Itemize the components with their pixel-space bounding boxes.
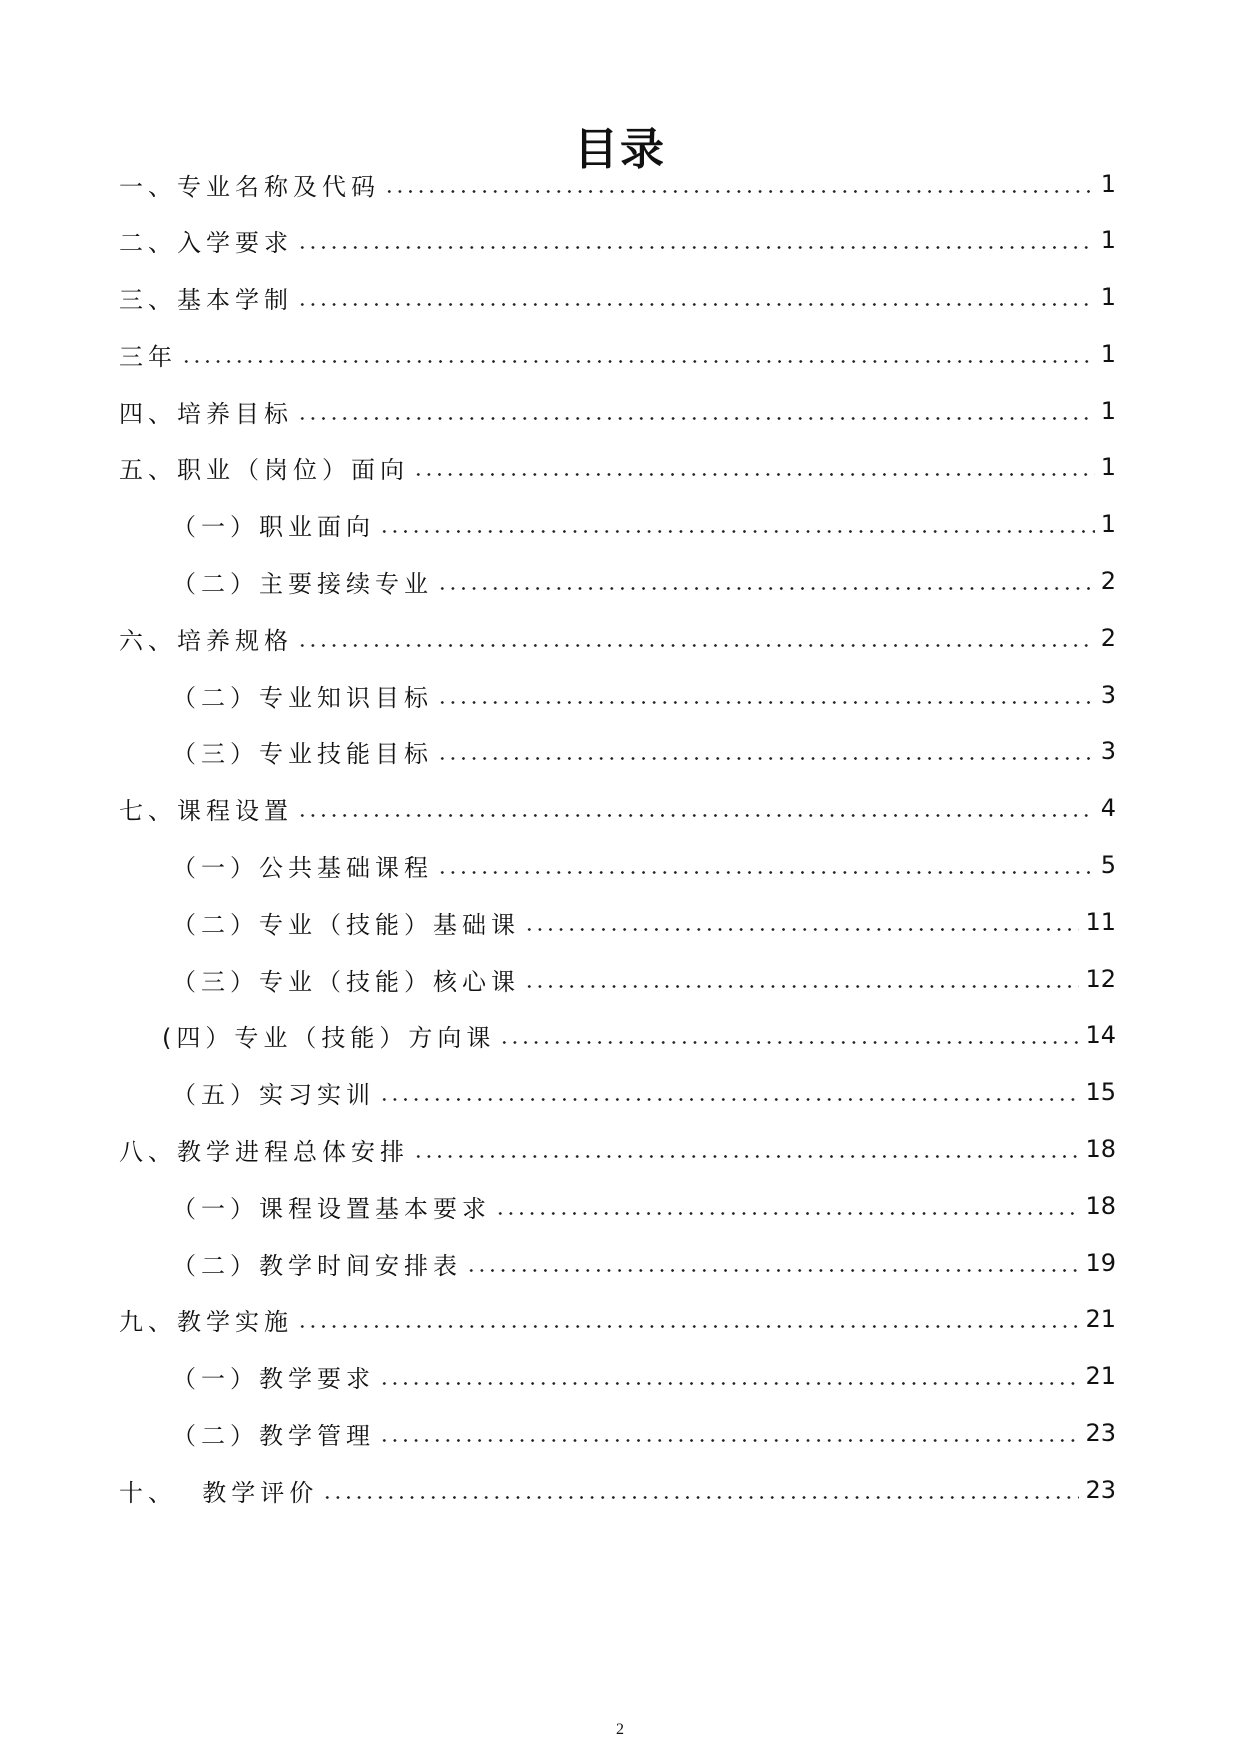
dot-leader	[297, 814, 1095, 817]
toc-entry-label: 三、基本学制	[119, 285, 293, 314]
toc-entry-page: 1	[1100, 340, 1116, 368]
toc-entry[interactable]	[119, 788, 1116, 828]
toc-entry-label: （二）教学时间安排表	[172, 1251, 462, 1280]
dot-leader	[297, 303, 1095, 306]
page-number: 2	[616, 1721, 624, 1738]
toc-entry-label: （一）公共基础课程	[172, 853, 433, 882]
toc-entry-label: （二）主要接续专业	[172, 569, 433, 598]
toc-entry[interactable]	[172, 902, 1116, 942]
toc-entry[interactable]	[119, 1299, 1116, 1339]
toc-entry-page: 23	[1085, 1419, 1116, 1447]
dot-leader	[437, 587, 1095, 590]
toc-entry-label: （三）专业（技能）核心课	[172, 967, 520, 996]
toc-entry[interactable]	[172, 1243, 1116, 1283]
dot-leader	[379, 530, 1095, 533]
dot-leader	[437, 871, 1095, 874]
toc-entry-page: 3	[1100, 681, 1116, 709]
toc-entry-page: 1	[1100, 283, 1116, 311]
dot-leader	[297, 246, 1095, 249]
toc-entry-label: 三年	[119, 342, 177, 371]
dot-leader	[524, 928, 1079, 931]
dot-leader	[379, 1439, 1079, 1442]
dot-leader	[181, 360, 1095, 363]
toc-entry[interactable]	[162, 1015, 1116, 1055]
toc-entry-label: 八、教学进程总体安排	[119, 1137, 409, 1166]
toc-entry[interactable]	[119, 334, 1116, 374]
toc-entry[interactable]	[172, 561, 1116, 601]
toc-entry-label: 七、课程设置	[119, 796, 293, 825]
toc-entry-page: 4	[1100, 794, 1116, 822]
toc-entry[interactable]	[172, 1072, 1116, 1112]
toc-entry-page: 21	[1085, 1305, 1116, 1333]
toc-entry[interactable]	[119, 618, 1116, 658]
dot-leader	[413, 473, 1095, 476]
dot-leader	[379, 1098, 1079, 1101]
dot-leader	[297, 417, 1095, 420]
toc-entry[interactable]	[172, 675, 1116, 715]
dot-leader	[499, 1041, 1079, 1044]
dot-leader	[524, 985, 1079, 988]
toc-entry[interactable]	[119, 1470, 1116, 1510]
toc-entry-page: 23	[1085, 1476, 1116, 1504]
toc-entry[interactable]	[119, 220, 1116, 260]
toc-entry-page: 15	[1085, 1078, 1116, 1106]
toc-entry-label: 四、培养目标	[119, 399, 293, 428]
toc-entry[interactable]	[172, 504, 1116, 544]
toc-entry-label: （五）实习实训	[172, 1080, 375, 1109]
toc-entry-page: 1	[1100, 397, 1116, 425]
dot-leader	[413, 1155, 1079, 1158]
toc-entry[interactable]	[172, 845, 1116, 885]
toc-entry-label: （一）教学要求	[172, 1364, 375, 1393]
toc-entry[interactable]	[172, 1186, 1116, 1226]
dot-leader	[379, 1382, 1079, 1385]
toc-entry-page: 2	[1100, 567, 1116, 595]
toc-entry-page: 1	[1100, 453, 1116, 481]
toc-entry-page: 21	[1085, 1362, 1116, 1390]
toc-entry-page: 19	[1085, 1249, 1116, 1277]
toc-entry[interactable]	[119, 1129, 1116, 1169]
toc-entry-page: 5	[1100, 851, 1116, 879]
toc-entry-label: （一）课程设置基本要求	[172, 1194, 491, 1223]
toc-entry-label: 二、入学要求	[119, 228, 293, 257]
toc-entry-page: 3	[1100, 737, 1116, 765]
toc-entry[interactable]	[172, 1356, 1116, 1396]
toc-entry-label: （二）教学管理	[172, 1421, 375, 1450]
toc-entry-label: （二）专业（技能）基础课	[172, 910, 520, 939]
toc-entry-label: 九、教学实施	[119, 1307, 293, 1336]
toc-entry[interactable]	[119, 164, 1116, 204]
toc-entry-page: 1	[1100, 170, 1116, 198]
dot-leader	[322, 1496, 1079, 1499]
toc-entry-label: （一）职业面向	[172, 512, 375, 541]
dot-leader	[297, 644, 1095, 647]
dot-leader	[437, 701, 1095, 704]
toc-entry-page: 2	[1100, 624, 1116, 652]
toc-entry[interactable]	[119, 277, 1116, 317]
toc-entry-label: (四）专业（技能）方向课	[162, 1023, 496, 1052]
toc-entry-label: 十、 教学评价	[119, 1478, 319, 1507]
toc-title: 目录	[574, 124, 666, 175]
toc-entry[interactable]	[172, 731, 1116, 771]
toc-entry[interactable]	[119, 391, 1116, 431]
toc-entry-page: 1	[1100, 226, 1116, 254]
toc-entry-page: 12	[1085, 965, 1116, 993]
toc-entry-page: 18	[1085, 1135, 1116, 1163]
toc-entry-page: 14	[1085, 1021, 1116, 1049]
toc-entry-page: 1	[1100, 510, 1116, 538]
dot-leader	[466, 1269, 1079, 1272]
toc-entry-label: （三）专业技能目标	[172, 739, 433, 768]
toc-entry[interactable]	[172, 959, 1116, 999]
toc-entry-label: 六、培养规格	[119, 626, 293, 655]
toc-entry[interactable]	[172, 1413, 1116, 1453]
toc-entry-label: （二）专业知识目标	[172, 683, 433, 712]
toc-entry-label: 五、职业（岗位）面向	[119, 455, 409, 484]
dot-leader	[437, 757, 1095, 760]
toc-entry-page: 18	[1085, 1192, 1116, 1220]
dot-leader	[297, 1325, 1079, 1328]
toc-entry-page: 11	[1085, 908, 1116, 936]
toc-entry-label: 一、专业名称及代码	[119, 172, 380, 201]
toc-entry[interactable]	[119, 447, 1116, 487]
dot-leader	[495, 1212, 1079, 1215]
dot-leader	[384, 190, 1095, 193]
